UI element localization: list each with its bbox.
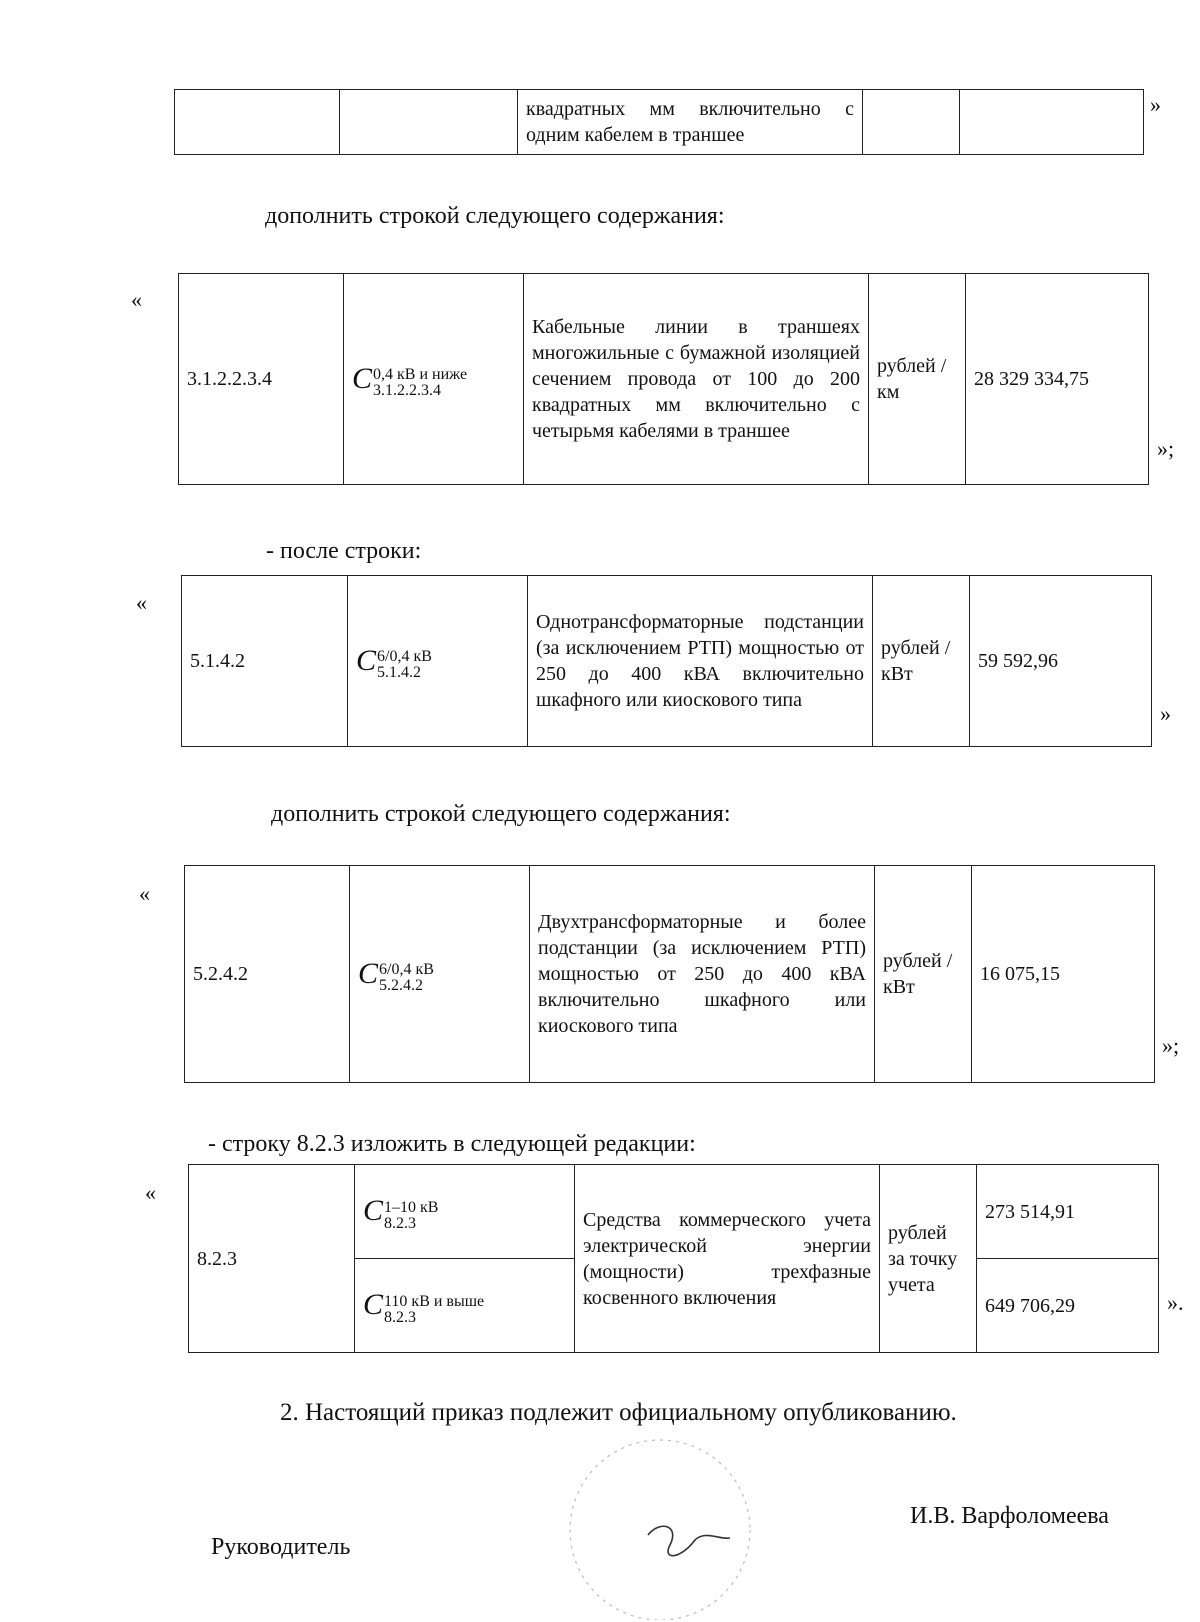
description-cell: Кабельные линии в траншеях многожильные с бумажной изоляцией сечением провода от 100 до 200 квадратных мм включительно с четырьмя кабелями в траншее <box>524 274 869 485</box>
tariff-symbol: C <box>356 643 377 677</box>
seal-stamp <box>530 1420 790 1620</box>
unit-cell <box>863 90 960 155</box>
paragraph-row-8-2-3: - строку 8.2.3 изложить в следующей редакции: <box>208 1131 696 1157</box>
tariff-symbol: C <box>358 956 379 990</box>
table-row-5-2-4-2 <box>184 865 1155 1083</box>
symbol-cell <box>340 90 518 155</box>
closing-quote: » <box>1160 701 1171 726</box>
value-cell-low-voltage: 273 514,91 <box>977 1165 1159 1259</box>
opening-quote: « <box>136 590 147 615</box>
description-cell: квадратных мм включительно с одним кабелем в траншее <box>518 90 863 155</box>
table-row-3-1-2-2-3-4 <box>178 273 1149 485</box>
symbol-indices <box>379 962 434 994</box>
closing-quote: »; <box>1157 436 1175 461</box>
code-cell: 8.2.3 <box>189 1165 355 1353</box>
table-row <box>185 866 1155 1083</box>
table-row <box>179 274 1149 485</box>
symbol-cell <box>350 866 530 1083</box>
symbol-superscript: 0,4 кВ и ниже <box>373 366 468 384</box>
symbol-superscript: 110 кВ и выше <box>384 1292 485 1310</box>
table-row <box>189 1165 1159 1259</box>
paragraph-publication: 2. Настоящий приказ подлежит официальному опубликованию. <box>280 1399 957 1426</box>
closing-quote: » <box>1150 92 1161 117</box>
table-row-8-2-3 <box>188 1164 1159 1353</box>
paragraph-after-row: - после строки: <box>266 538 422 564</box>
opening-quote: « <box>131 287 142 312</box>
signatory-role: Руководитель <box>211 1534 351 1560</box>
tariff-symbol: C <box>352 361 373 395</box>
description-cell: Однотрансформаторные подстанции (за исключением РТП) мощностью от 250 до 400 кВА включительно шкафного или киоскового типа <box>528 576 873 747</box>
symbol-superscript: 1–10 кВ <box>384 1198 439 1216</box>
symbol-superscript: 6/0,4 кВ <box>379 961 434 979</box>
symbol-cell <box>348 576 528 747</box>
value-cell-high-voltage: 649 706,29 <box>977 1259 1159 1353</box>
opening-quote: « <box>145 1180 156 1205</box>
signatory-name: И.В. Варфоломеева <box>910 1503 1109 1529</box>
table-row <box>175 90 1144 155</box>
opening-quote: « <box>139 881 150 906</box>
tariff-symbol: C <box>363 1288 384 1322</box>
code-cell <box>175 90 340 155</box>
value-cell: 16 075,15 <box>972 866 1155 1083</box>
closing-quote: ». <box>1167 1290 1184 1315</box>
symbol-superscript: 6/0,4 кВ <box>377 648 432 666</box>
symbol-subscript: 8.2.3 <box>384 1308 417 1326</box>
value-cell: 59 592,96 <box>970 576 1152 747</box>
symbol-indices <box>373 367 467 399</box>
symbol-indices <box>377 649 432 681</box>
table-continuation <box>174 89 1144 155</box>
closing-quote: »; <box>1162 1033 1180 1058</box>
signature-icon <box>648 1526 730 1555</box>
symbol-cell-low-voltage <box>355 1165 575 1259</box>
value-cell: 28 329 334,75 <box>966 274 1149 485</box>
symbol-indices <box>384 1294 484 1326</box>
code-cell: 5.1.4.2 <box>182 576 348 747</box>
symbol-cell-high-voltage <box>355 1259 575 1353</box>
table-row-5-1-4-2 <box>181 575 1152 747</box>
table-row <box>182 576 1152 747</box>
description-cell: Средства коммерческого учета электрической энергии (мощности) трехфазные косвенного включения <box>575 1165 880 1353</box>
paragraph-add-row: дополнить строкой следующего содержания: <box>271 801 731 827</box>
unit-cell: рублей /кВт <box>873 576 970 747</box>
paragraph-add-row: дополнить строкой следующего содержания: <box>265 203 725 229</box>
unit-cell: рублей /кВт <box>875 866 972 1083</box>
value-cell <box>960 90 1144 155</box>
tariff-symbol: C <box>363 1194 384 1228</box>
code-cell: 5.2.4.2 <box>185 866 350 1083</box>
symbol-subscript: 3.1.2.2.3.4 <box>373 382 442 400</box>
code-cell: 3.1.2.2.3.4 <box>179 274 344 485</box>
unit-cell: рублей за точку учета <box>880 1165 977 1353</box>
symbol-indices <box>384 1200 438 1232</box>
symbol-cell <box>344 274 524 485</box>
description-cell: Двухтрансформаторные и более подстанции (за исключением РТП) мощностью от 250 до 400 кВА включительно шкафного или киоскового типа <box>530 866 875 1083</box>
symbol-subscript: 5.2.4.2 <box>379 977 424 995</box>
symbol-subscript: 5.1.4.2 <box>377 664 422 682</box>
unit-cell: рублей /км <box>869 274 966 485</box>
symbol-subscript: 8.2.3 <box>384 1214 417 1232</box>
